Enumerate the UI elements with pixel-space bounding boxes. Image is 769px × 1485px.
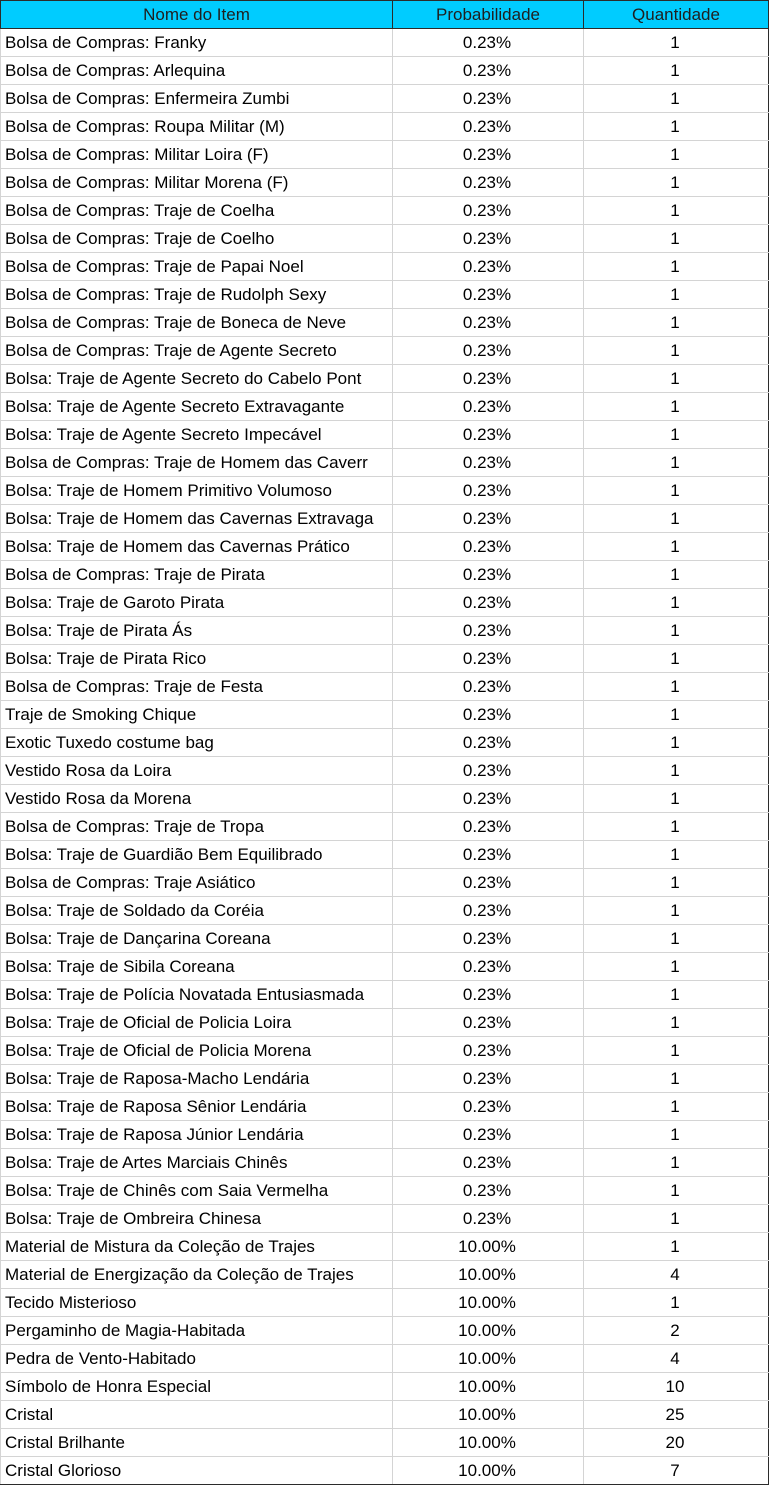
probability-cell[interactable]: 0.23% [393, 281, 584, 309]
quantity-cell[interactable]: 1 [584, 393, 769, 421]
quantity-cell[interactable]: 1 [584, 1289, 769, 1317]
table-row [1, 393, 769, 421]
item-name-cell[interactable]: Bolsa de Compras: Traje de Pirata [1, 561, 393, 589]
table-row [1, 925, 769, 953]
probability-cell[interactable]: 0.23% [393, 533, 584, 561]
probability-cell[interactable]: 10.00% [393, 1457, 584, 1485]
quantity-cell[interactable]: 1 [584, 477, 769, 505]
item-name-cell[interactable]: Bolsa: Traje de Agente Secreto do Cabelo Pont [1, 365, 393, 393]
quantity-cell[interactable]: 1 [584, 617, 769, 645]
table-row [1, 1457, 769, 1485]
table-row [1, 1009, 769, 1037]
item-name-cell[interactable]: Bolsa de Compras: Traje de Coelha [1, 197, 393, 225]
item-name-cell[interactable]: Cristal Glorioso [1, 1457, 393, 1485]
table-row [1, 1261, 769, 1289]
probability-cell[interactable]: 0.23% [393, 589, 584, 617]
probability-cell[interactable]: 0.23% [393, 701, 584, 729]
table-row [1, 85, 769, 113]
probability-cell[interactable]: 0.23% [393, 141, 584, 169]
probability-cell[interactable]: 10.00% [393, 1401, 584, 1429]
table-row [1, 281, 769, 309]
probability-cell[interactable]: 10.00% [393, 1345, 584, 1373]
probability-cell[interactable]: 0.23% [393, 57, 584, 85]
probability-cell[interactable]: 0.23% [393, 1065, 584, 1093]
probability-cell[interactable]: 10.00% [393, 1233, 584, 1261]
quantity-cell[interactable]: 1 [584, 1037, 769, 1065]
quantity-cell[interactable]: 25 [584, 1401, 769, 1429]
quantity-cell[interactable]: 1 [584, 841, 769, 869]
probability-cell[interactable]: 0.23% [393, 757, 584, 785]
quantity-cell[interactable]: 1 [584, 561, 769, 589]
table-row [1, 1345, 769, 1373]
probability-cell[interactable]: 0.23% [393, 505, 584, 533]
quantity-cell[interactable]: 1 [584, 1121, 769, 1149]
table-row [1, 505, 769, 533]
item-name-cell[interactable]: Bolsa de Compras: Traje de Coelho [1, 225, 393, 253]
item-name-cell[interactable]: Vestido Rosa da Morena [1, 785, 393, 813]
quantity-cell[interactable]: 10 [584, 1373, 769, 1401]
table-row [1, 1429, 769, 1457]
table-body [1, 29, 769, 1485]
quantity-cell[interactable]: 2 [584, 1317, 769, 1345]
item-name-cell[interactable]: Bolsa: Traje de Oficial de Policia Morena [1, 1037, 393, 1065]
probability-cell[interactable]: 0.23% [393, 309, 584, 337]
item-name-cell[interactable]: Bolsa de Compras: Traje de Boneca de Neve [1, 309, 393, 337]
item-name-cell[interactable]: Bolsa: Traje de Sibila Coreana [1, 953, 393, 981]
table-row [1, 645, 769, 673]
probability-cell[interactable]: 0.23% [393, 393, 584, 421]
quantity-cell[interactable]: 1 [584, 589, 769, 617]
probability-cell[interactable]: 10.00% [393, 1373, 584, 1401]
table-row [1, 1177, 769, 1205]
item-name-cell[interactable]: Bolsa: Traje de Oficial de Policia Loira [1, 1009, 393, 1037]
table-row [1, 253, 769, 281]
quantity-cell[interactable]: 1 [584, 813, 769, 841]
probability-cell[interactable]: 0.23% [393, 29, 584, 57]
table-row [1, 701, 769, 729]
quantity-cell[interactable]: 1 [584, 309, 769, 337]
probability-cell[interactable]: 0.23% [393, 169, 584, 197]
item-name-cell[interactable]: Bolsa: Traje de Chinês com Saia Vermelha [1, 1177, 393, 1205]
quantity-cell[interactable]: 4 [584, 1345, 769, 1373]
probability-cell[interactable]: 0.23% [393, 85, 584, 113]
quantity-cell[interactable]: 1 [584, 449, 769, 477]
quantity-cell[interactable]: 1 [584, 729, 769, 757]
table-row [1, 1401, 769, 1429]
probability-cell[interactable]: 0.23% [393, 1009, 584, 1037]
item-name-cell[interactable]: Bolsa de Compras: Militar Loira (F) [1, 141, 393, 169]
item-name-cell[interactable]: Bolsa: Traje de Dançarina Coreana [1, 925, 393, 953]
item-name-cell[interactable]: Bolsa: Traje de Ombreira Chinesa [1, 1205, 393, 1233]
item-name-cell[interactable]: Bolsa: Traje de Pirata Rico [1, 645, 393, 673]
item-name-cell[interactable]: Bolsa: Traje de Homem das Cavernas Prático [1, 533, 393, 561]
item-name-cell[interactable]: Pergaminho de Magia-Habitada [1, 1317, 393, 1345]
item-name-cell[interactable]: Bolsa de Compras: Militar Morena (F) [1, 169, 393, 197]
probability-cell[interactable]: 0.23% [393, 1177, 584, 1205]
probability-cell[interactable]: 0.23% [393, 953, 584, 981]
item-name-cell[interactable]: Bolsa: Traje de Agente Secreto Extravagante [1, 393, 393, 421]
table-row [1, 1317, 769, 1345]
table-row [1, 477, 769, 505]
table-row [1, 449, 769, 477]
item-name-cell[interactable]: Bolsa de Compras: Arlequina [1, 57, 393, 85]
table-row [1, 309, 769, 337]
header-row [1, 1, 769, 29]
probability-cell[interactable]: 0.23% [393, 421, 584, 449]
quantity-cell[interactable]: 1 [584, 1149, 769, 1177]
probability-cell[interactable]: 0.23% [393, 561, 584, 589]
item-name-cell[interactable]: Bolsa de Compras: Roupa Militar (M) [1, 113, 393, 141]
quantity-cell[interactable]: 1 [584, 225, 769, 253]
item-name-cell[interactable]: Bolsa de Compras: Traje de Rudolph Sexy [1, 281, 393, 309]
table-row [1, 141, 769, 169]
item-name-cell[interactable]: Bolsa de Compras: Traje de Tropa [1, 813, 393, 841]
probability-cell[interactable]: 0.23% [393, 729, 584, 757]
quantity-cell[interactable]: 1 [584, 337, 769, 365]
table-row [1, 757, 769, 785]
quantity-cell[interactable]: 1 [584, 757, 769, 785]
item-name-cell[interactable]: Bolsa de Compras: Franky [1, 29, 393, 57]
table-row [1, 29, 769, 57]
quantity-cell[interactable]: 1 [584, 281, 769, 309]
table-row [1, 1149, 769, 1177]
item-name-cell[interactable]: Bolsa: Traje de Raposa-Macho Lendária [1, 1065, 393, 1093]
item-name-cell[interactable]: Bolsa: Traje de Polícia Novatada Entusiasmada [1, 981, 393, 1009]
item-name-cell[interactable]: Cristal Brilhante [1, 1429, 393, 1457]
item-name-cell[interactable]: Bolsa de Compras: Traje de Agente Secreto [1, 337, 393, 365]
table-row [1, 1233, 769, 1261]
table-row [1, 1121, 769, 1149]
item-name-cell[interactable]: Tecido Misterioso [1, 1289, 393, 1317]
quantity-cell[interactable]: 4 [584, 1261, 769, 1289]
probability-cell[interactable]: 0.23% [393, 981, 584, 1009]
item-name-cell[interactable]: Traje de Smoking Chique [1, 701, 393, 729]
probability-cell[interactable]: 0.23% [393, 1121, 584, 1149]
quantity-cell[interactable]: 1 [584, 197, 769, 225]
table-row [1, 617, 769, 645]
table-row [1, 897, 769, 925]
quantity-cell[interactable]: 1 [584, 85, 769, 113]
item-name-cell[interactable]: Bolsa: Traje de Garoto Pirata [1, 589, 393, 617]
quantity-cell[interactable]: 1 [584, 1205, 769, 1233]
item-name-cell[interactable]: Bolsa: Traje de Raposa Sênior Lendária [1, 1093, 393, 1121]
quantity-cell[interactable]: 1 [584, 1177, 769, 1205]
table-row [1, 953, 769, 981]
table-row [1, 841, 769, 869]
table-row [1, 561, 769, 589]
table-row [1, 337, 769, 365]
table-row [1, 589, 769, 617]
table-row [1, 421, 769, 449]
probability-cell[interactable]: 0.23% [393, 1037, 584, 1065]
quantity-cell[interactable]: 1 [584, 505, 769, 533]
probability-cell[interactable]: 10.00% [393, 1429, 584, 1457]
table-row [1, 869, 769, 897]
quantity-cell[interactable]: 1 [584, 1009, 769, 1037]
probability-cell[interactable]: 0.23% [393, 1093, 584, 1121]
quantity-cell[interactable]: 1 [584, 701, 769, 729]
item-name-cell[interactable]: Bolsa: Traje de Artes Marciais Chinês [1, 1149, 393, 1177]
quantity-cell[interactable]: 1 [584, 925, 769, 953]
quantity-cell[interactable]: 1 [584, 645, 769, 673]
table-row [1, 1289, 769, 1317]
item-name-cell[interactable]: Material de Energização da Coleção de Trajes [1, 1261, 393, 1289]
probability-cell[interactable]: 0.23% [393, 113, 584, 141]
item-name-cell[interactable]: Bolsa de Compras: Enfermeira Zumbi [1, 85, 393, 113]
probability-cell[interactable]: 10.00% [393, 1317, 584, 1345]
quantity-cell[interactable]: 1 [584, 1093, 769, 1121]
table-row [1, 729, 769, 757]
probability-cell[interactable]: 0.23% [393, 477, 584, 505]
probability-cell[interactable]: 0.23% [393, 225, 584, 253]
probability-cell[interactable]: 0.23% [393, 337, 584, 365]
item-name-cell[interactable]: Exotic Tuxedo costume bag [1, 729, 393, 757]
table-row [1, 365, 769, 393]
quantity-cell[interactable]: 1 [584, 785, 769, 813]
item-name-cell[interactable]: Bolsa: Traje de Homem das Cavernas Extravaga [1, 505, 393, 533]
item-name-cell[interactable]: Vestido Rosa da Loira [1, 757, 393, 785]
item-name-cell[interactable]: Bolsa: Traje de Pirata Ás [1, 617, 393, 645]
probability-cell[interactable]: 0.23% [393, 869, 584, 897]
table-row [1, 197, 769, 225]
quantity-cell[interactable]: 1 [584, 113, 769, 141]
probability-cell[interactable]: 0.23% [393, 785, 584, 813]
probability-cell[interactable]: 0.23% [393, 365, 584, 393]
table-row [1, 1037, 769, 1065]
table-row [1, 813, 769, 841]
probability-cell[interactable]: 0.23% [393, 449, 584, 477]
table-row [1, 113, 769, 141]
probability-cell[interactable]: 0.23% [393, 897, 584, 925]
quantity-cell[interactable]: 1 [584, 869, 769, 897]
quantity-cell[interactable]: 1 [584, 169, 769, 197]
table-row [1, 1205, 769, 1233]
quantity-cell[interactable]: 20 [584, 1429, 769, 1457]
table-row [1, 785, 769, 813]
quantity-cell[interactable]: 1 [584, 421, 769, 449]
quantity-cell[interactable]: 1 [584, 953, 769, 981]
item-name-cell[interactable]: Símbolo de Honra Especial [1, 1373, 393, 1401]
item-name-cell[interactable]: Bolsa de Compras: Traje de Festa [1, 673, 393, 701]
item-name-cell[interactable]: Material de Mistura da Coleção de Trajes [1, 1233, 393, 1261]
quantity-cell[interactable]: 1 [584, 897, 769, 925]
table-row [1, 981, 769, 1009]
table-row [1, 533, 769, 561]
probability-cell[interactable]: 0.23% [393, 841, 584, 869]
item-name-cell[interactable]: Bolsa de Compras: Traje Asiático [1, 869, 393, 897]
item-name-cell[interactable]: Pedra de Vento-Habitado [1, 1345, 393, 1373]
table-row [1, 673, 769, 701]
quantity-cell[interactable]: 1 [584, 981, 769, 1009]
quantity-cell[interactable]: 1 [584, 253, 769, 281]
quantity-cell[interactable]: 1 [584, 1065, 769, 1093]
probability-cell[interactable]: 0.23% [393, 925, 584, 953]
item-name-cell[interactable]: Bolsa: Traje de Raposa Júnior Lendária [1, 1121, 393, 1149]
column-header-probability[interactable]: Probabilidade [393, 1, 584, 29]
table-header [1, 1, 769, 29]
quantity-cell[interactable]: 1 [584, 29, 769, 57]
table-row [1, 1373, 769, 1401]
table-row [1, 1093, 769, 1121]
quantity-cell[interactable]: 1 [584, 673, 769, 701]
probability-cell[interactable]: 0.23% [393, 1205, 584, 1233]
quantity-cell[interactable]: 1 [584, 141, 769, 169]
probability-cell[interactable]: 0.23% [393, 197, 584, 225]
probability-cell[interactable]: 0.23% [393, 645, 584, 673]
table-row [1, 225, 769, 253]
probability-cell[interactable]: 0.23% [393, 673, 584, 701]
item-name-cell[interactable]: Cristal [1, 1401, 393, 1429]
item-name-cell[interactable]: Bolsa: Traje de Homem Primitivo Volumoso [1, 477, 393, 505]
item-name-cell[interactable]: Bolsa: Traje de Guardião Bem Equilibrado [1, 841, 393, 869]
probability-cell[interactable]: 0.23% [393, 813, 584, 841]
quantity-cell[interactable]: 1 [584, 1233, 769, 1261]
item-name-cell[interactable]: Bolsa: Traje de Soldado da Coréia [1, 897, 393, 925]
item-name-cell[interactable]: Bolsa de Compras: Traje de Papai Noel [1, 253, 393, 281]
table-row [1, 1065, 769, 1093]
table-row [1, 169, 769, 197]
table-row [1, 57, 769, 85]
quantity-cell[interactable]: 1 [584, 365, 769, 393]
column-header-item-name[interactable]: Nome do Item [1, 1, 393, 29]
probability-cell[interactable]: 0.23% [393, 253, 584, 281]
probability-cell[interactable]: 10.00% [393, 1289, 584, 1317]
quantity-cell[interactable]: 1 [584, 533, 769, 561]
item-name-cell[interactable]: Bolsa: Traje de Agente Secreto Impecável [1, 421, 393, 449]
item-name-cell[interactable]: Bolsa de Compras: Traje de Homem das Caverr [1, 449, 393, 477]
probability-cell[interactable]: 0.23% [393, 617, 584, 645]
probability-cell[interactable]: 10.00% [393, 1261, 584, 1289]
quantity-cell[interactable]: 1 [584, 57, 769, 85]
column-header-quantity[interactable]: Quantidade [584, 1, 769, 29]
quantity-cell[interactable]: 7 [584, 1457, 769, 1485]
probability-cell[interactable]: 0.23% [393, 1149, 584, 1177]
